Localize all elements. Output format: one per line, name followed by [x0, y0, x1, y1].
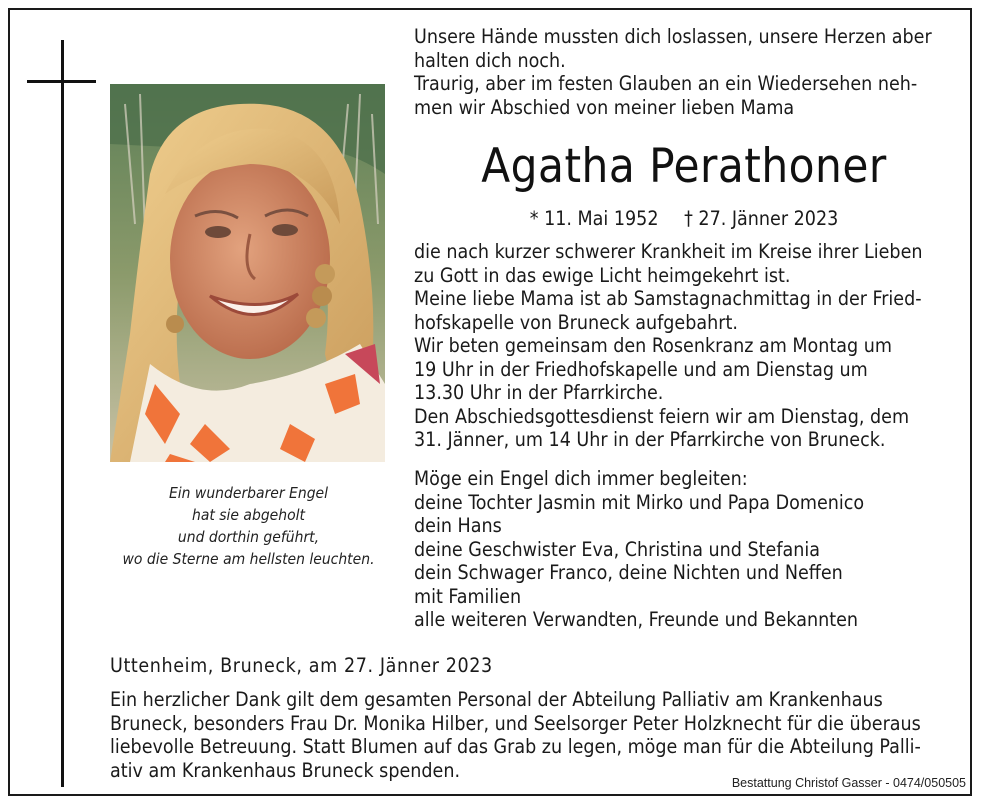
portrait-photo [110, 84, 385, 462]
intro-line: halten dich noch. [414, 48, 566, 72]
thanks-text [110, 688, 954, 782]
mourner-line: deine Geschwister Eva, Christina und Stefania [414, 537, 820, 561]
intro-line: Unsere Hände mussten dich loslassen, unsere Herzen aber [414, 25, 932, 48]
mourner-line: dein Schwager Franco, deine Nichten und Neffen [414, 561, 843, 584]
thanks-line: liebevolle Betreuung. Statt Blumen auf das Grab zu legen, möge man für die Abteilung Palli- [110, 735, 921, 758]
body-line: hofskapelle von Bruneck aufgebahrt. [414, 310, 738, 334]
body-line: Wir beten gemeinsam den Rosenkranz am Montag um [414, 334, 892, 357]
quote-line: hat sie abgeholt [192, 506, 305, 524]
deceased-name: Agatha Perathoner [481, 139, 887, 194]
death-date: † 27. Jänner 2023 [684, 207, 839, 230]
thanks-line: Ein herzlicher Dank gilt dem gesamten Personal der Abteilung Palliativ am Krankenhaus [110, 688, 883, 711]
mourner-line: mit Familien [414, 584, 522, 608]
mourner-line: dein Hans [414, 514, 502, 537]
thanks-line: ativ am Krankenhaus Bruneck spenden. [110, 758, 461, 782]
intro-text [414, 25, 954, 119]
memorial-quote [96, 482, 401, 570]
body-line: 13.30 Uhr in der Pfarrkirche. [414, 381, 664, 404]
quote-line: und dorthin geführt, [177, 528, 320, 546]
life-dates [414, 206, 954, 232]
thanks-line: Bruneck, besonders Frau Dr. Monika Hilber, und Seelsorger Peter Holzknecht für die überaus [110, 711, 921, 735]
quote-line: wo die Sterne am hellsten leuchten. [122, 550, 375, 568]
mourners-list [414, 467, 954, 632]
mourner-line: alle weiteren Verwandten, Freunde und Bekannten [414, 608, 858, 631]
intro-line: Traurig, aber im festen Glauben an ein Wiedersehen neh- [414, 72, 918, 95]
body-line: Den Abschiedsgottesdienst feiern wir am Dienstag, dem [414, 404, 910, 428]
body-line: 31. Jänner, um 14 Uhr in der Pfarrkirche von Bruneck. [414, 428, 886, 451]
body-line: Meine liebe Mama ist ab Samstagnachmittag in der Fried- [414, 287, 922, 310]
cross-icon [61, 40, 64, 787]
body-line: zu Gott in das ewige Licht heimgekehrt ist. [414, 263, 791, 287]
mourner-line: deine Tochter Jasmin mit Mirko und Papa Domenico [414, 490, 865, 514]
place-date: Uttenheim, Bruneck, am 27. Jänner 2023 [110, 654, 493, 677]
quote-line: Ein wunderbarer Engel [168, 484, 329, 502]
birth-date: * 11. Mai 1952 [529, 207, 659, 230]
intro-line: men wir Abschied von meiner lieben Mama [414, 95, 795, 119]
undertaker-contact: Bestattung Christof Gasser - 0474/050505 [731, 776, 966, 790]
mourner-line: Möge ein Engel dich immer begleiten: [414, 467, 748, 490]
cross-icon-bar [27, 80, 96, 83]
body-line: 19 Uhr in der Friedhofskapelle und am Dienstag um [414, 357, 868, 381]
body-line: die nach kurzer schwerer Krankheit im Kreise ihrer Lieben [414, 240, 923, 263]
announcement-text [414, 240, 954, 452]
